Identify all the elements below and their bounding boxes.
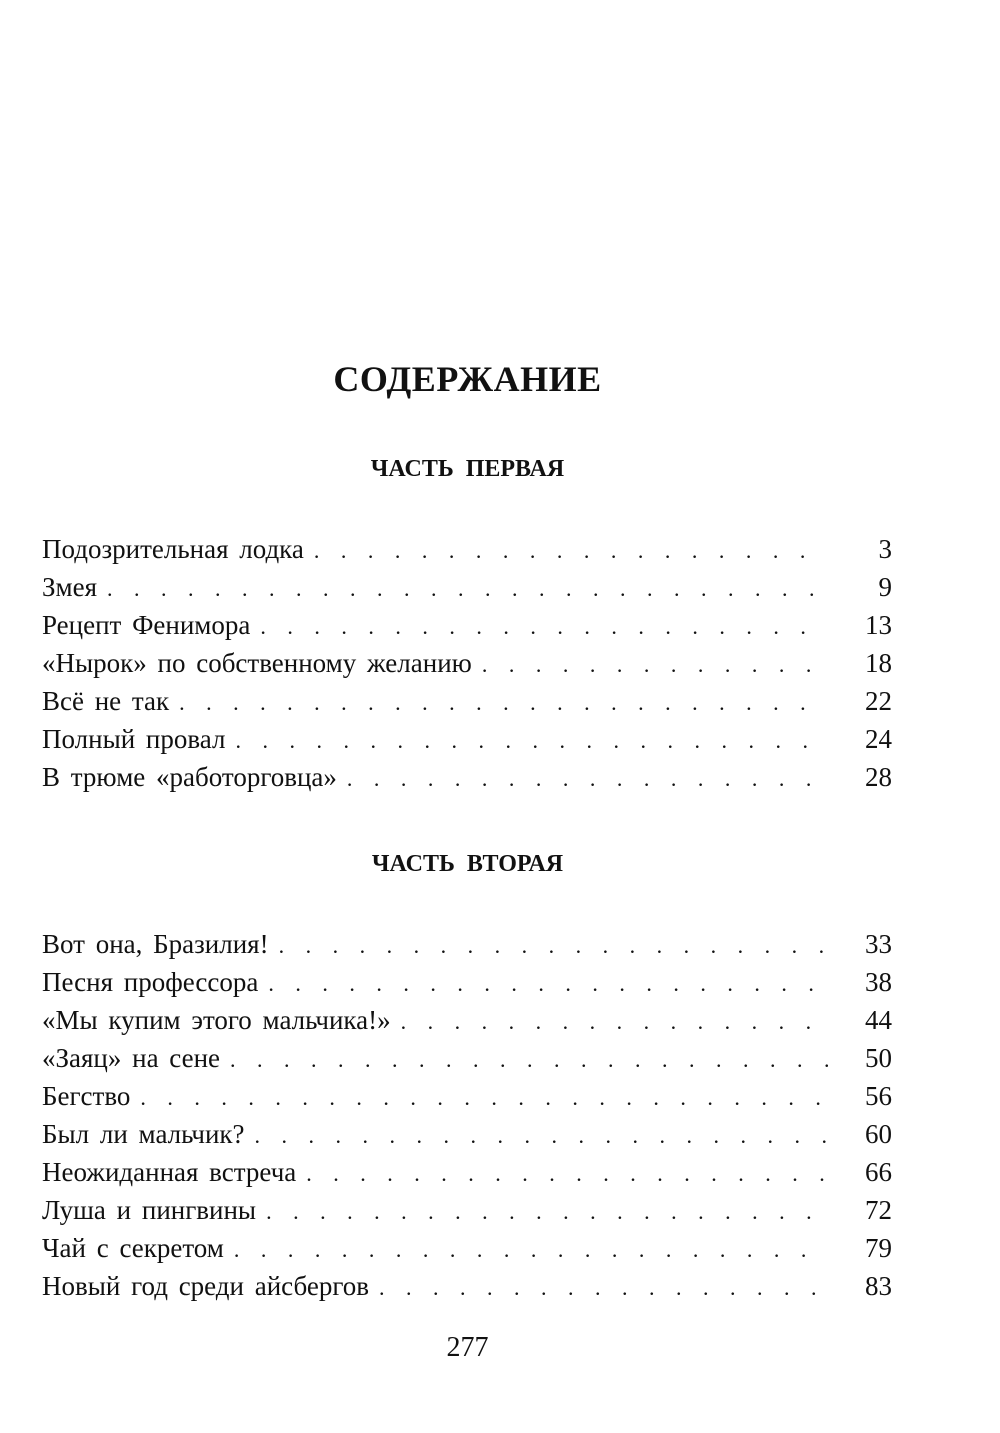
toc-entry-page: 72 bbox=[865, 1195, 892, 1225]
toc-entry-title: «Заяц» на сене bbox=[42, 1043, 221, 1073]
dot-leader bbox=[482, 646, 828, 684]
toc-entry[interactable] bbox=[42, 1115, 892, 1153]
toc-entry[interactable] bbox=[42, 720, 892, 758]
dot-leader bbox=[234, 1231, 828, 1269]
dot-leader bbox=[314, 532, 828, 570]
toc-entry-page: 50 bbox=[865, 1043, 892, 1073]
dot-leader bbox=[306, 1155, 828, 1193]
part-heading-1: ЧАСТЬ ПЕРВАЯ bbox=[370, 456, 565, 482]
toc-entry-title: Песня профессора bbox=[42, 967, 259, 997]
toc-entry-page: 18 bbox=[865, 648, 892, 678]
toc-entry-page: 22 bbox=[865, 686, 892, 716]
toc-entry-page: 79 bbox=[865, 1233, 892, 1263]
toc-entry-title: Чай с секретом bbox=[42, 1233, 224, 1263]
toc-entry-title: Бегство bbox=[42, 1081, 131, 1111]
dot-leader bbox=[347, 760, 828, 798]
dot-leader bbox=[107, 570, 828, 608]
toc-list-part-1 bbox=[42, 530, 892, 796]
dot-leader bbox=[260, 608, 828, 646]
toc-entry-page: 66 bbox=[865, 1157, 892, 1187]
toc-entry[interactable] bbox=[42, 568, 892, 606]
toc-entry[interactable] bbox=[42, 758, 892, 796]
toc-entry-page: 3 bbox=[878, 534, 892, 564]
part-heading-2: ЧАСТЬ ВТОРАЯ bbox=[371, 851, 564, 877]
toc-entry-page: 38 bbox=[865, 967, 892, 997]
toc-entry[interactable] bbox=[42, 1153, 892, 1191]
toc-entry-title: Неожиданная встреча bbox=[42, 1157, 297, 1187]
toc-entry[interactable] bbox=[42, 925, 892, 963]
toc-entry[interactable] bbox=[42, 1267, 892, 1305]
dot-leader bbox=[266, 1193, 828, 1231]
toc-entry[interactable] bbox=[42, 1229, 892, 1267]
toc-entry-title: Рецепт Фенимора bbox=[42, 610, 251, 640]
dot-leader bbox=[379, 1269, 828, 1307]
toc-entry-title: Вот она, Бразилия! bbox=[42, 929, 269, 959]
dot-leader bbox=[401, 1003, 828, 1041]
dot-leader bbox=[179, 684, 828, 722]
toc-entry[interactable] bbox=[42, 606, 892, 644]
toc-entry[interactable] bbox=[42, 963, 892, 1001]
toc-entry[interactable] bbox=[42, 1077, 892, 1115]
toc-entry[interactable] bbox=[42, 644, 892, 682]
dot-leader bbox=[140, 1079, 828, 1117]
toc-entry-page: 44 bbox=[865, 1005, 892, 1035]
toc-entry-title: Луша и пингвины bbox=[42, 1195, 257, 1225]
toc-entry-title: Полный провал bbox=[42, 724, 226, 754]
toc-entry-title: Был ли мальчик? bbox=[42, 1119, 245, 1149]
toc-entry-page: 9 bbox=[878, 572, 892, 602]
toc-entry[interactable] bbox=[42, 1001, 892, 1039]
dot-leader bbox=[279, 927, 828, 965]
toc-entry-page: 24 bbox=[865, 724, 892, 754]
toc-entry-title: «Нырок» по собственному желанию bbox=[42, 648, 472, 678]
toc-entry-page: 13 bbox=[865, 610, 892, 640]
toc-entry-page: 60 bbox=[865, 1119, 892, 1149]
dot-leader bbox=[255, 1117, 828, 1155]
dot-leader bbox=[230, 1041, 828, 1079]
toc-entry-title: «Мы купим этого мальчика!» bbox=[42, 1005, 391, 1035]
dot-leader bbox=[268, 965, 828, 1003]
page-number: 277 bbox=[446, 1332, 489, 1363]
toc-entry[interactable] bbox=[42, 530, 892, 568]
toc-entry-title: Подозрительная лодка bbox=[42, 534, 304, 564]
toc-entry[interactable] bbox=[42, 1039, 892, 1077]
toc-list-part-2 bbox=[42, 925, 892, 1305]
toc-entry-title: Всё не так bbox=[42, 686, 170, 716]
toc-entry-page: 28 bbox=[865, 762, 892, 792]
page-title: СОДЕРЖАНИЕ bbox=[333, 359, 602, 399]
toc-entry[interactable] bbox=[42, 682, 892, 720]
toc-entry-page: 33 bbox=[865, 929, 892, 959]
toc-entry[interactable] bbox=[42, 1191, 892, 1229]
dot-leader bbox=[235, 722, 828, 760]
toc-entry-page: 83 bbox=[865, 1271, 892, 1301]
toc-entry-title: В трюме «работорговца» bbox=[42, 762, 337, 792]
toc-entry-page: 56 bbox=[865, 1081, 892, 1111]
toc-entry-title: Новый год среди айсбергов bbox=[42, 1271, 370, 1301]
toc-entry-title: Змея bbox=[42, 572, 98, 602]
